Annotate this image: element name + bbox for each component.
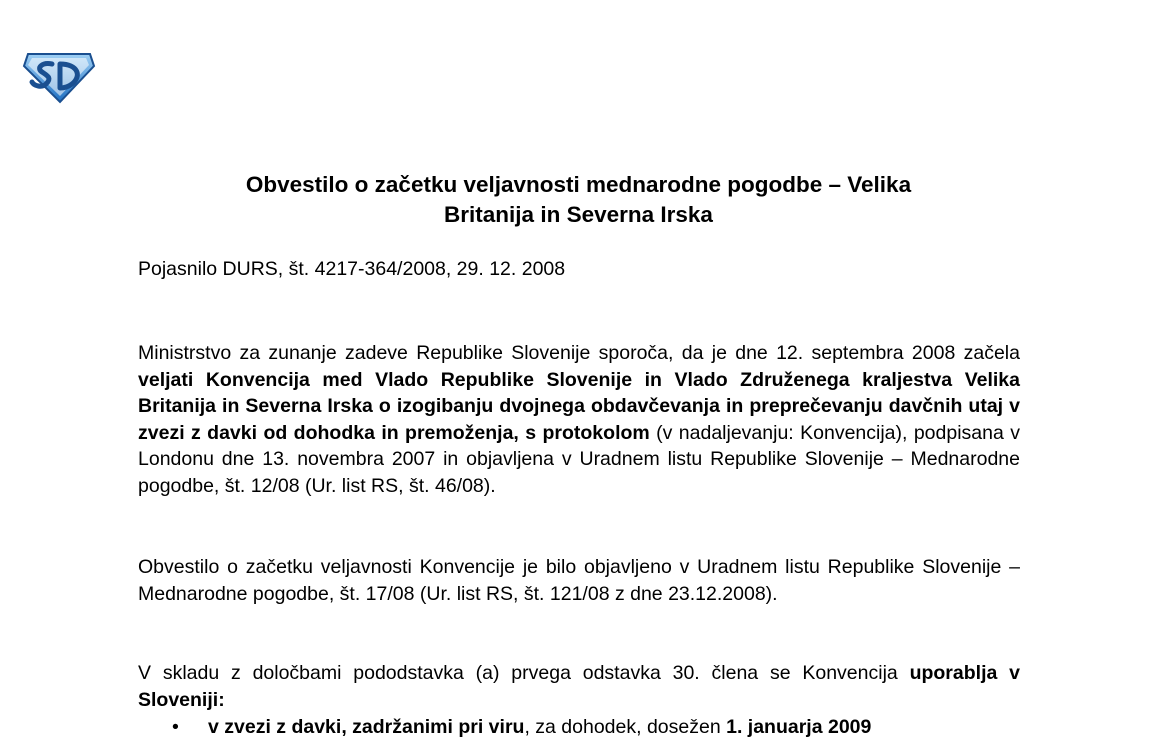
list-item-bold-2: 1. januarja 2009 <box>726 716 872 738</box>
paragraph-1-bold: veljati Konvencija med Vlado Republike Slovenije in Vlado Združenega kraljestva Velika Britanija in Severna Irska o izogibanju dvojnega obdavčevanja in preprečevanju davčnih utaj v zvezi z davki od dohodka in premoženja, s protokolom <box>138 368 1020 444</box>
title-line-2: Britanija in Severna Irska <box>444 202 713 227</box>
paragraph-3 <box>138 660 1020 713</box>
paragraph-1-text-b: (v nadaljevanju: Konvencija), podpisana v Londonu dne 13. novembra 2007 in objavljena v Uradnem listu Republike Slovenije – Mednarodne pogodbe, št. 12/08 (Ur. list RS, št. 46/08). <box>138 421 1020 497</box>
paragraph-3-text: V skladu z določbami pododstavka (a) prvega odstavka 30. člena se Konvencija <box>138 662 910 684</box>
page-title <box>0 170 1157 230</box>
bullet-marker: • <box>172 716 179 738</box>
paragraph-1-text-a: Ministrstvo za zunanje zadeve Republike Slovenije sporoča, da je dne 12. septembra 2008 začela <box>138 342 1020 364</box>
paragraph-3-bold: uporablja v Sloveniji: <box>138 662 1020 711</box>
sd-shield-logo-icon <box>22 50 96 104</box>
paragraph-2: Obvestilo o začetku veljavnosti Konvencije je bilo objavljeno v Uradnem listu Republike Slovenije – Mednarodne pogodbe, št. 17/08 (Ur. list RS, št. 121/08 z dne 23.12.2008). <box>138 556 1020 605</box>
reference-line: Pojasnilo DURS, št. 4217-364/2008, 29. 12. 2008 <box>138 258 566 280</box>
list-item-plain: , za dohodek, dosežen <box>524 716 727 738</box>
list-item-text <box>208 714 871 741</box>
title-line-1: Obvestilo o začetku veljavnosti mednarodne pogodbe – Velika <box>245 172 912 197</box>
paragraph-1 <box>138 340 1020 500</box>
list-item-bold-1: v zvezi z davki, zadržanimi pri viru <box>208 716 525 738</box>
